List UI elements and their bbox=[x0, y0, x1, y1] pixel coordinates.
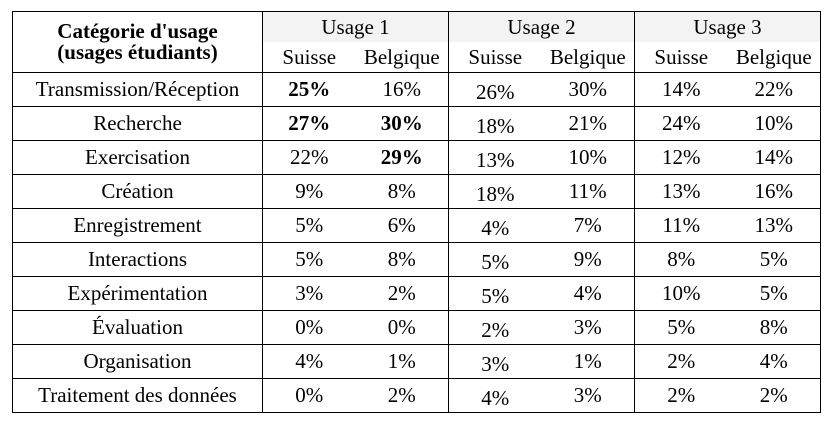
value-cell bbox=[542, 345, 635, 379]
value-text: 8% bbox=[387, 179, 416, 203]
value-cell bbox=[728, 209, 821, 243]
value-cell bbox=[728, 73, 821, 107]
value-text: 10% bbox=[662, 281, 701, 305]
value-cell bbox=[635, 175, 728, 209]
value-cell bbox=[356, 345, 449, 379]
value-cell bbox=[635, 209, 728, 243]
value-cell bbox=[263, 243, 356, 277]
value-text: 0% bbox=[295, 315, 324, 339]
value-text: 0% bbox=[387, 315, 416, 339]
value-text: 10% bbox=[754, 111, 793, 135]
value-cell bbox=[356, 277, 449, 311]
value-text: 9% bbox=[295, 179, 324, 203]
value-cell bbox=[542, 209, 635, 243]
value-cell bbox=[728, 379, 821, 413]
value-cell bbox=[542, 277, 635, 311]
value-cell bbox=[263, 141, 356, 175]
value-cell bbox=[728, 277, 821, 311]
subheader-suisse: Suisse bbox=[263, 42, 356, 73]
value-cell bbox=[263, 345, 356, 379]
value-text: 21% bbox=[568, 111, 607, 135]
table-row bbox=[13, 141, 821, 175]
value-text: 25% bbox=[288, 77, 331, 101]
value-cell bbox=[263, 107, 356, 141]
row-category-label: Transmission/Réception bbox=[13, 73, 263, 107]
value-cell bbox=[542, 243, 635, 277]
row-category-label: Traitement des données bbox=[13, 379, 263, 413]
value-text: 16% bbox=[754, 179, 793, 203]
value-cell bbox=[449, 107, 542, 141]
subheader-belgique: Belgique bbox=[356, 42, 449, 73]
value-text: 5% bbox=[295, 247, 324, 271]
value-text: 13% bbox=[476, 148, 515, 172]
value-text: 11% bbox=[662, 213, 701, 237]
value-text: 3% bbox=[481, 352, 510, 376]
value-cell bbox=[635, 379, 728, 413]
value-cell bbox=[635, 73, 728, 107]
value-text: 1% bbox=[573, 349, 602, 373]
value-text: 4% bbox=[295, 349, 324, 373]
value-text: 27% bbox=[288, 111, 331, 135]
row-category-label: Exercisation bbox=[13, 141, 263, 175]
value-cell bbox=[356, 209, 449, 243]
header-row-groups bbox=[13, 12, 821, 43]
value-cell bbox=[728, 175, 821, 209]
row-category-label: Enregistrement bbox=[13, 209, 263, 243]
value-cell bbox=[263, 379, 356, 413]
value-cell bbox=[449, 345, 542, 379]
table-row bbox=[13, 73, 821, 107]
value-text: 14% bbox=[754, 145, 793, 169]
value-text: 30% bbox=[380, 111, 423, 135]
value-text: 5% bbox=[481, 250, 510, 274]
value-text: 2% bbox=[667, 349, 696, 373]
group-header-usage-3: Usage 3 bbox=[635, 12, 821, 43]
value-cell bbox=[356, 73, 449, 107]
table-row bbox=[13, 209, 821, 243]
value-text: 14% bbox=[662, 77, 701, 101]
value-text: 8% bbox=[387, 247, 416, 271]
value-cell bbox=[542, 141, 635, 175]
value-cell bbox=[356, 141, 449, 175]
value-cell bbox=[542, 107, 635, 141]
value-cell bbox=[356, 379, 449, 413]
value-text: 4% bbox=[481, 216, 510, 240]
value-cell bbox=[635, 311, 728, 345]
value-cell bbox=[449, 243, 542, 277]
value-text: 16% bbox=[382, 77, 421, 101]
value-text: 4% bbox=[481, 386, 510, 410]
value-cell bbox=[635, 141, 728, 175]
value-text: 2% bbox=[759, 383, 788, 407]
value-cell bbox=[728, 107, 821, 141]
value-cell bbox=[728, 243, 821, 277]
value-text: 2% bbox=[387, 281, 416, 305]
value-cell bbox=[263, 277, 356, 311]
value-text: 29% bbox=[380, 145, 423, 169]
value-cell bbox=[263, 311, 356, 345]
table-row bbox=[13, 107, 821, 141]
value-text: 18% bbox=[476, 114, 515, 138]
value-text: 5% bbox=[667, 315, 696, 339]
value-text: 8% bbox=[667, 247, 696, 271]
table-row bbox=[13, 345, 821, 379]
table-row bbox=[13, 277, 821, 311]
subheader-suisse: Suisse bbox=[449, 42, 542, 73]
category-header-line2: (usages étudiants) bbox=[57, 40, 218, 64]
value-text: 0% bbox=[295, 383, 324, 407]
value-cell bbox=[728, 345, 821, 379]
row-category-label: Évaluation bbox=[13, 311, 263, 345]
value-text: 2% bbox=[667, 383, 696, 407]
value-text: 7% bbox=[573, 213, 602, 237]
subheader-belgique: Belgique bbox=[728, 42, 821, 73]
value-cell bbox=[356, 107, 449, 141]
value-text: 13% bbox=[754, 213, 793, 237]
usage-table bbox=[12, 11, 821, 413]
value-text: 5% bbox=[481, 284, 510, 308]
table-body bbox=[13, 12, 821, 413]
value-text: 6% bbox=[387, 213, 416, 237]
group-header-usage-1: Usage 1 bbox=[263, 12, 449, 43]
value-cell bbox=[356, 311, 449, 345]
value-text: 3% bbox=[573, 315, 602, 339]
row-category-label: Expérimentation bbox=[13, 277, 263, 311]
value-cell bbox=[542, 175, 635, 209]
value-text: 4% bbox=[573, 281, 602, 305]
value-cell bbox=[635, 107, 728, 141]
row-category-label: Organisation bbox=[13, 345, 263, 379]
value-text: 18% bbox=[476, 182, 515, 206]
value-cell bbox=[728, 311, 821, 345]
value-text: 9% bbox=[573, 247, 602, 271]
value-text: 3% bbox=[573, 383, 602, 407]
value-text: 4% bbox=[759, 349, 788, 373]
value-text: 11% bbox=[568, 179, 607, 203]
value-text: 22% bbox=[754, 77, 793, 101]
value-cell bbox=[449, 141, 542, 175]
value-text: 24% bbox=[662, 111, 701, 135]
table-row bbox=[13, 379, 821, 413]
subheader-belgique: Belgique bbox=[542, 42, 635, 73]
value-cell bbox=[449, 379, 542, 413]
value-cell bbox=[449, 311, 542, 345]
value-text: 30% bbox=[568, 77, 607, 101]
value-text: 13% bbox=[662, 179, 701, 203]
value-cell bbox=[449, 73, 542, 107]
value-text: 10% bbox=[568, 145, 607, 169]
value-text: 2% bbox=[481, 318, 510, 342]
value-text: 8% bbox=[759, 315, 788, 339]
value-cell bbox=[542, 73, 635, 107]
category-header bbox=[13, 12, 263, 73]
table-row bbox=[13, 311, 821, 345]
category-header-line1: Catégorie d'usage bbox=[57, 19, 218, 43]
value-cell bbox=[635, 243, 728, 277]
table-container bbox=[12, 11, 821, 413]
value-cell bbox=[263, 175, 356, 209]
row-category-label: Création bbox=[13, 175, 263, 209]
value-cell bbox=[449, 175, 542, 209]
group-header-usage-2: Usage 2 bbox=[449, 12, 635, 43]
value-cell bbox=[728, 141, 821, 175]
value-text: 2% bbox=[387, 383, 416, 407]
value-text: 12% bbox=[662, 145, 701, 169]
value-cell bbox=[542, 311, 635, 345]
value-cell bbox=[356, 175, 449, 209]
table-row bbox=[13, 243, 821, 277]
value-cell bbox=[449, 277, 542, 311]
value-text: 3% bbox=[295, 281, 324, 305]
table-row bbox=[13, 175, 821, 209]
value-cell bbox=[263, 73, 356, 107]
value-text: 1% bbox=[387, 349, 416, 373]
value-cell bbox=[263, 209, 356, 243]
value-cell bbox=[635, 277, 728, 311]
value-text: 26% bbox=[476, 80, 515, 104]
value-cell bbox=[542, 379, 635, 413]
value-text: 5% bbox=[295, 213, 324, 237]
value-cell bbox=[635, 345, 728, 379]
value-text: 22% bbox=[290, 145, 329, 169]
row-category-label: Interactions bbox=[13, 243, 263, 277]
value-cell bbox=[449, 209, 542, 243]
value-text: 5% bbox=[759, 247, 788, 271]
subheader-suisse: Suisse bbox=[635, 42, 728, 73]
value-cell bbox=[356, 243, 449, 277]
row-category-label: Recherche bbox=[13, 107, 263, 141]
value-text: 5% bbox=[759, 281, 788, 305]
